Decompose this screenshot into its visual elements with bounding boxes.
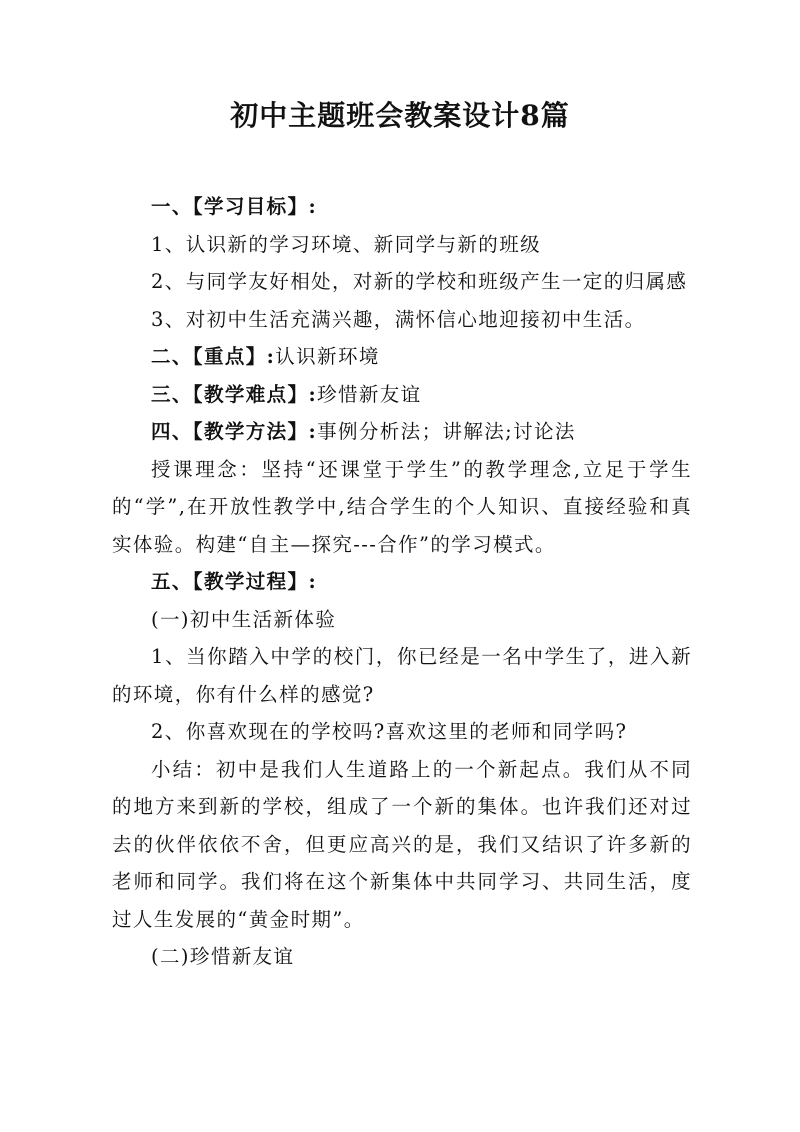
paragraph-text: (二)珍惜新友谊 bbox=[151, 945, 295, 968]
document-title: 初中主题班会教案设计8篇 bbox=[230, 99, 570, 132]
document-body bbox=[112, 188, 692, 976]
paragraph-text: 1、当你踏入中学的校门，你已经是一名中学生了，进入新的环境，你有什么样的感觉? bbox=[112, 645, 692, 706]
heading-text: 二、【重点】: bbox=[151, 345, 276, 368]
paragraph-method bbox=[112, 413, 692, 451]
paragraph-text: 2、与同学友好相处，对新的学校和班级产生一定的归属感 bbox=[151, 270, 688, 293]
paragraph-text: (一)初中生活新体验 bbox=[151, 607, 337, 631]
paragraph-text: 珍惜新友谊 bbox=[317, 382, 422, 406]
paragraph-learning-goals-heading bbox=[112, 188, 692, 226]
paragraph-text: 小结：初中是我们人生道路上的一个新起点。我们从不同的地方来到新的学校，组成了一个新的集体。也许我们还对过去的伙伴依依不舍，但更应高兴的是，我们又结识了许多新的老师和同学。我们将在这个新集体中共同学习、共同生活，度过人生发展的“黄金时期”。 bbox=[112, 757, 692, 931]
paragraph-goal-2 bbox=[112, 263, 692, 301]
paragraph-summary bbox=[112, 751, 692, 939]
heading-text: 四、【教学方法】: bbox=[151, 420, 318, 443]
paragraph-difficulty bbox=[112, 376, 692, 414]
paragraph-text: 事例分析法；讲解法;讨论法 bbox=[317, 420, 576, 443]
paragraph-goal-1 bbox=[112, 226, 692, 264]
heading-text: 一、【学习目标】: bbox=[151, 195, 318, 218]
paragraph-question-2 bbox=[112, 713, 692, 751]
paragraph-text: 2、你喜欢现在的学校吗?喜欢这里的老师和同学吗? bbox=[151, 720, 628, 743]
paragraph-section-2 bbox=[112, 938, 692, 976]
heading-text: 三、【教学难点】: bbox=[151, 382, 318, 406]
paragraph-process-heading bbox=[112, 563, 692, 601]
paragraph-section-1 bbox=[112, 601, 692, 639]
paragraph-teaching-philosophy bbox=[112, 451, 692, 564]
paragraph-text: 授课理念：坚持“还课堂于学生”的教学理念,立足于学生的“学”,在开放性教学中,结合学生的个人知识、直接经验和真实体验。构建“自主—探究---合作”的学习模式。 bbox=[112, 457, 692, 556]
paragraph-text: 认识新环境 bbox=[275, 345, 380, 368]
paragraph-text: 1、认识新的学习环境、新同学与新的班级 bbox=[151, 232, 542, 256]
heading-text: 五、【教学过程】: bbox=[151, 570, 318, 593]
paragraph-key-point bbox=[112, 338, 692, 376]
paragraph-question-1 bbox=[112, 638, 692, 713]
paragraph-text: 3、对初中生活充满兴趣，满怀信心地迎接初中生活。 bbox=[151, 307, 646, 331]
paragraph-goal-3 bbox=[112, 301, 692, 339]
